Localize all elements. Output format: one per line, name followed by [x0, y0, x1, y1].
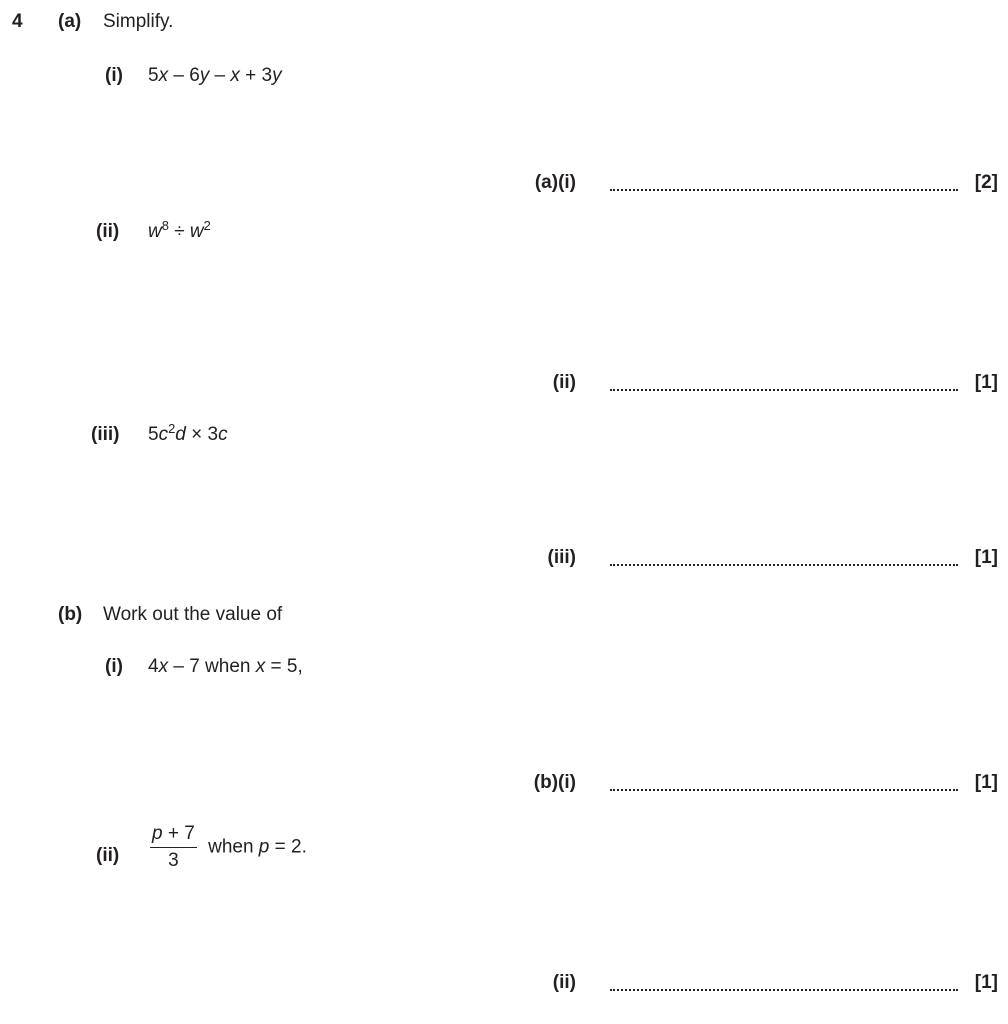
answer-line-b-ii: [500, 972, 998, 996]
part-b-i-label: (i): [105, 656, 123, 677]
part-a-instruction: Simplify.: [103, 11, 174, 32]
part-a-label: (a): [58, 11, 82, 32]
answer-label: (iii): [547, 547, 576, 568]
expr-text: = 2.: [269, 836, 307, 858]
answer-dotted-line[interactable]: [610, 989, 958, 991]
expr-exponent: 2: [203, 217, 211, 233]
answer-label: (b)(i): [533, 772, 576, 793]
expr-text: – 6: [168, 65, 200, 86]
part-a-i-expression: [148, 65, 282, 87]
part-b-ii-label: (ii): [96, 845, 120, 866]
expr-text: × 3: [185, 424, 219, 445]
answer-line-a-ii: [500, 372, 998, 396]
expr-exponent: 2: [168, 420, 176, 436]
expr-var: p: [258, 836, 270, 858]
expr-var: x: [158, 656, 169, 677]
answer-dotted-line[interactable]: [610, 389, 958, 391]
expr-exponent: 8: [161, 217, 169, 233]
answer-dotted-line[interactable]: [610, 789, 958, 791]
expr-var: x: [230, 65, 240, 86]
expr-var: y: [272, 65, 282, 86]
expr-text: –: [209, 65, 231, 86]
expr-text: – 7 when: [168, 656, 256, 677]
part-b-ii-expression: [150, 823, 307, 872]
expr-var: w: [189, 221, 204, 242]
part-a-iii-expression: [148, 420, 228, 446]
answer-line-a-iii: [500, 547, 998, 571]
answer-dotted-line[interactable]: [610, 189, 958, 191]
expr-text: 5: [148, 65, 159, 86]
part-a-iii-label: (iii): [91, 424, 120, 445]
expr-var: p: [152, 823, 163, 844]
answer-label: (a)(i): [534, 172, 576, 193]
expr-text: + 3: [239, 65, 273, 86]
expr-var: y: [199, 65, 210, 86]
expr-var: c: [218, 424, 228, 445]
answer-line-b-i: [500, 772, 998, 796]
fraction-denominator: 3: [168, 850, 179, 871]
part-b-i-expression: [148, 656, 303, 678]
marks-badge: [1]: [974, 547, 998, 568]
expr-var: x: [158, 65, 169, 86]
answer-label: (ii): [552, 972, 576, 993]
expr-text: when: [202, 836, 259, 858]
part-a-i-label: (i): [105, 65, 123, 86]
marks-badge: [1]: [974, 972, 998, 993]
part-b-label: (b): [58, 604, 83, 625]
expr-text: = 5,: [265, 656, 303, 677]
expr-var: c: [158, 424, 169, 445]
fraction-numerator: [150, 823, 197, 848]
marks-badge: [2]: [974, 172, 998, 193]
question-number: 4: [12, 11, 23, 32]
expr-var: w: [148, 221, 162, 242]
expr-var: d: [175, 424, 186, 445]
answer-dotted-line[interactable]: [610, 564, 958, 566]
expr-var: x: [255, 656, 266, 677]
answer-label: (ii): [552, 372, 576, 393]
part-a-ii-expression: [148, 217, 211, 243]
part-a-ii-label: (ii): [96, 221, 120, 242]
part-b-instruction: Work out the value of: [103, 604, 283, 625]
marks-badge: [1]: [974, 772, 998, 793]
expr-text: 5: [148, 424, 159, 445]
answer-line-a-i: [500, 172, 998, 196]
expr-text: ÷: [168, 221, 190, 242]
fraction: [150, 823, 197, 872]
expr-text: + 7: [162, 823, 195, 844]
marks-badge: [1]: [974, 372, 998, 393]
expr-text: 4: [148, 656, 159, 677]
